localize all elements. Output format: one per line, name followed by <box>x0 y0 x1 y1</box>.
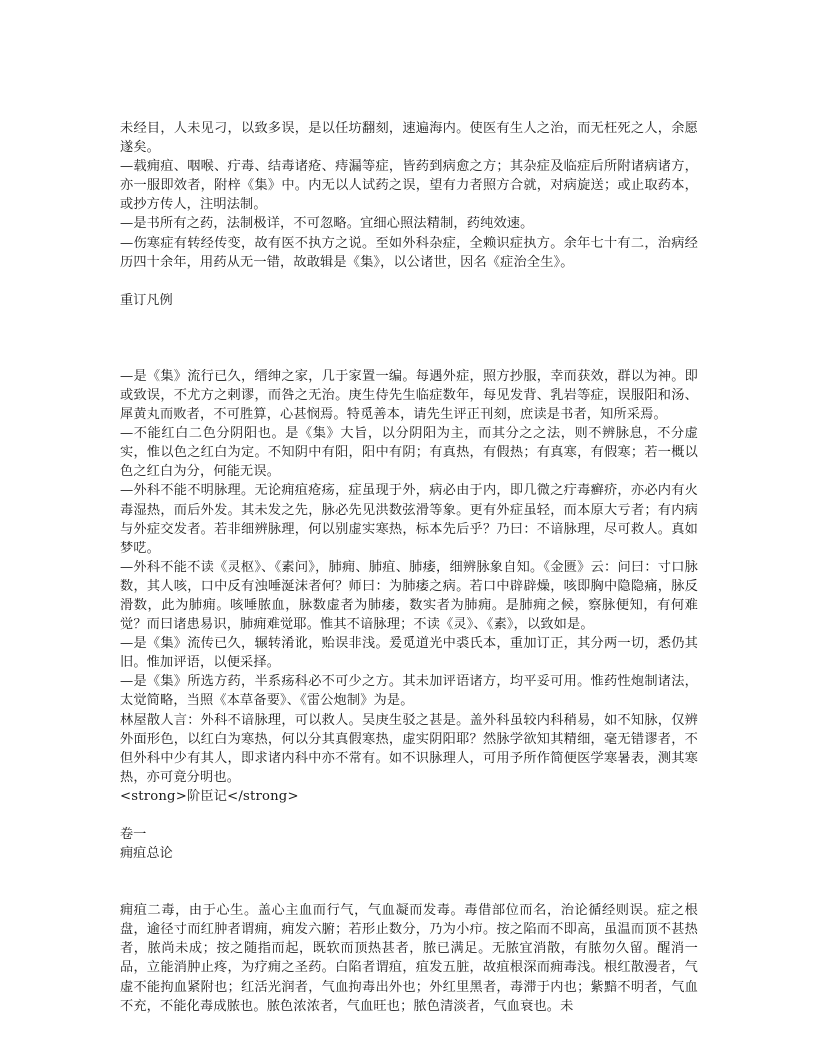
intro-paragraph-3: —是书所有之药，法制极详，不可忽略。宜细心照法精制，药纯效速。 <box>120 216 534 232</box>
raw-strong-tag-text: <strong>阶臣记</strong> <box>120 788 299 804</box>
spacer <box>120 272 698 291</box>
section-heading-revised-rules: 重订凡例 <box>120 292 173 308</box>
volume-heading: 卷一 <box>120 827 147 842</box>
spacer <box>120 863 698 901</box>
section-heading-general-theory: 痈疽总论 <box>120 846 173 862</box>
intro-paragraph-4: —伤寒症有转经传变，故有医不执方之说。至如外科杂症，全赖识症执方。余年七十有二，治病经历四十余年，用药从无一错，故敢辑是《集》，以公诸世，因名《症治全生》。 <box>120 235 698 270</box>
rules-paragraph-5: —是《集》流传已久，辗转淆讹，贻误非浅。爰觅道光中裘氏本，重加订正，其分两一切，悉仍其旧。惟加评语，以便采择。 <box>120 636 698 671</box>
rules-paragraph-4: —外科不能不读《灵枢》、《素问》，肺痈、肺疽、肺痿，细辨脉象自知。《金匮》云：问曰：寸口脉数，其人咳，口中反有浊唾涎沫者何？师曰：为肺痿之病。若口中辟辟燥，咳即胸中隐隐痛，脉反滑数，此为肺痈。咳唾脓血，脉数虚者为肺痿，数实者为肺痈。是肺痈之候，察脉便知，有何难觉？而曰诸患易识，肺痈难觉耶。惟其不谙脉理；不读《灵》、《素》，以致如是。 <box>120 559 698 633</box>
rules-paragraph-1: —是《集》流行已久，缙绅之家，几于家置一编。每遇外症，照方抄服，幸而获效，群以为神。即或致误，不尤方之剌谬，而咎之无治。庚生侍先生临症数年，每见发背、乳岩等症，误服阳和汤、犀黄丸而败者，不可胜算，心甚悯焉。特觅善本，请先生评正刊刻，庶读是书者，知所采焉。 <box>120 368 698 423</box>
intro-paragraph-2: —载痈疽、咽喉、疔毒、结毒诸疮、痔漏等症，皆药到病愈之方；其杂症及临症后所附诸病诸方，亦一服即效者，附梓《集》中。内无以人试药之误，望有力者照方合就，对病旋送；或止取药本，或抄方传人，注明法制。 <box>120 159 698 213</box>
spacer <box>120 806 698 825</box>
rules-paragraph-3: —外科不能不明脉理。无论痈疽疮疡，症虽现于外，病必由于内，即几微之疔毒癣疥，亦必内有火毒湿热，而后外发。其未发之先，脉必先见洪数弦滑等象。更有外症虽轻，而本原大亏者；有内病与外症交发者。若非细辨脉理，何以别虚实寒热，标本先后乎？乃曰：不谙脉理，尽可救人。真如梦呓。 <box>120 483 698 556</box>
rules-paragraph-2: —不能红白二色分阴阳也。是《集》大旨，以分阴阳为主，而其分之之法，则不辨脉息，不分虚实，惟以色之红白为定。不知阴中有阳，阳中有阴；有真热，有假热；有真寒，有假寒；若一概以色之红白为分，何能无误。 <box>120 426 698 480</box>
rules-paragraph-6: —是《集》所选方药，半系疡科必不可少之方。其未加评语诸方，均平妥可用。惟药性炮制诸法，太觉简略，当照《本草备要》、《雷公炮制》为是。 <box>120 674 698 709</box>
theory-paragraph-1: 痈疽二毒，由于心生。盖心主血而行气，气血凝而发毒。毒借部位而名，治论循经则误。症之根盘，逾径寸而红肿者谓痈，痈发六腑；若形止数分，乃为小疖。按之陷而不即高，虽温而顶不甚热者，脓尚未成；按之随指而起，既软而顶热甚者，脓已满足。无脓宜消散，有脓勿久留。醒消一品，立能消肿止疼，为疗痈之圣药。白陷者谓疽，疽发五脏，故疽根深而痈毒浅。根红散漫者，气虚不能拘血紧附也；红活光润者，气血拘毒出外也；外红里黑者，毒滞于内也；紫黯不明者，气血不充，不能化毒成脓也。脓色浓浓者，气血旺也；脓色清淡者，气血衰也。未 <box>120 903 698 1014</box>
intro-paragraph-1: 未经目，人未见刁，以致多误，是以任坊翻刻，速遍海内。使医有生人之治，而无枉死之人，余愿遂矣。 <box>120 121 698 156</box>
spacer <box>120 310 698 367</box>
document-page <box>120 119 698 1016</box>
rules-paragraph-7: 林屋散人言：外科不谙脉理，可以救人。吴庚生驳之甚是。盖外科虽较内科稍易，如不知脉，仅辨外面形色，以红白为寒热，何以分其真假寒热，虚实阴阳耶？然脉学欲知其精细，毫无错谬者，不但外科中少有其人，即求诸内科中亦不常有。如不识脉理人，可用予所作简便医学寒暑表，测其寒热，亦可竟分明也。 <box>120 712 698 785</box>
